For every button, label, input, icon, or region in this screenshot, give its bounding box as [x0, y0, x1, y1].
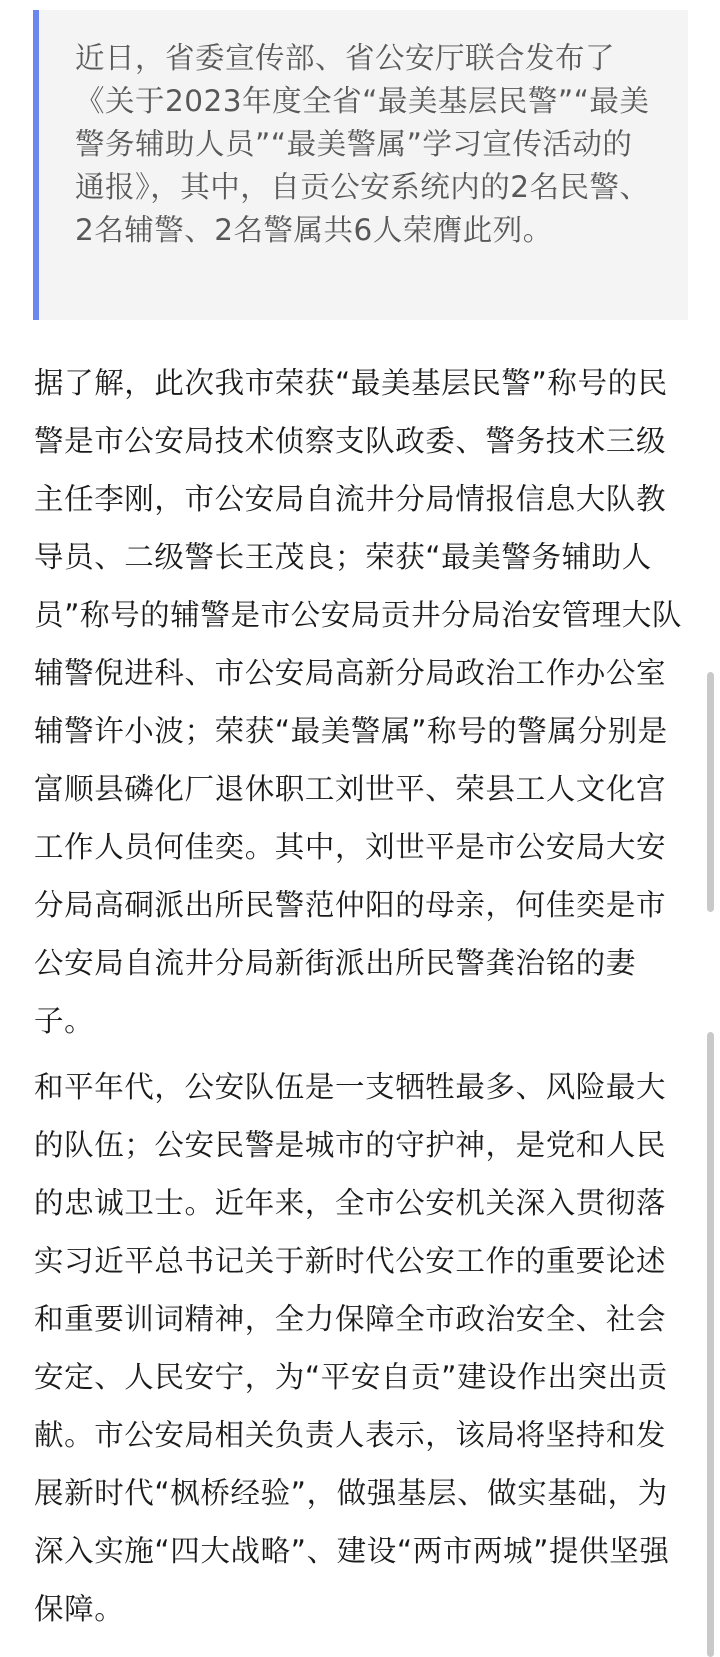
scrollbar-track-segment[interactable]	[707, 1032, 714, 1657]
article-paragraph-1: 据了解，此次我市荣获“最美基层民警”称号的民警是市公安局技术侦察支队政委、警务技术三级主任李刚，市公安局自流井分局情报信息大队教导员、二级警长王茂良；荣获“最美警务辅助人员”称号的辅警是市公安局贡井分局治安管理大队辅警倪进科、市公安局高新分局政治工作办公室辅警许小波；荣获“最美警属”称号的警属分别是富顺县磷化厂退休职工刘世平、荣县工人文化宫工作人员何佳奕。其中，刘世平是市公安局大安分局高硐派出所民警范仲阳的母亲，何佳奕是市公安局自流井分局新街派出所民警龚治铭的妻子。	[34, 366, 682, 1038]
blockquote	[33, 10, 688, 320]
article-paragraph-2: 和平年代，公安队伍是一支牺牲最多、风险最大的队伍；公安民警是城市的守护神，是党和人民的忠诚卫士。近年来，全市公安机关深入贯彻落实习近平总书记关于新时代公安工作的重要论述和重要训词精神，全力保障全市政治安全、社会安定、人民安宁，为“平安自贡”建设作出突出贡献。市公安局相关负责人表示，该局将坚持和发展新时代“枫桥经验”，做强基层、做实基础，为深入实施“四大战略”、建设“两市两城”提供坚强保障。	[34, 1070, 670, 1626]
quote-text: 近日，省委宣传部、省公安厅联合发布了《关于2023年度全省“最美基层民警”“最美警务辅助人员”“最美警属”学习宣传活动的通报》，其中，自贡公安系统内的2名民警、2名辅警、2名警属共6人荣膺此列。	[75, 41, 650, 247]
scrollbar-thumb[interactable]	[707, 672, 714, 912]
